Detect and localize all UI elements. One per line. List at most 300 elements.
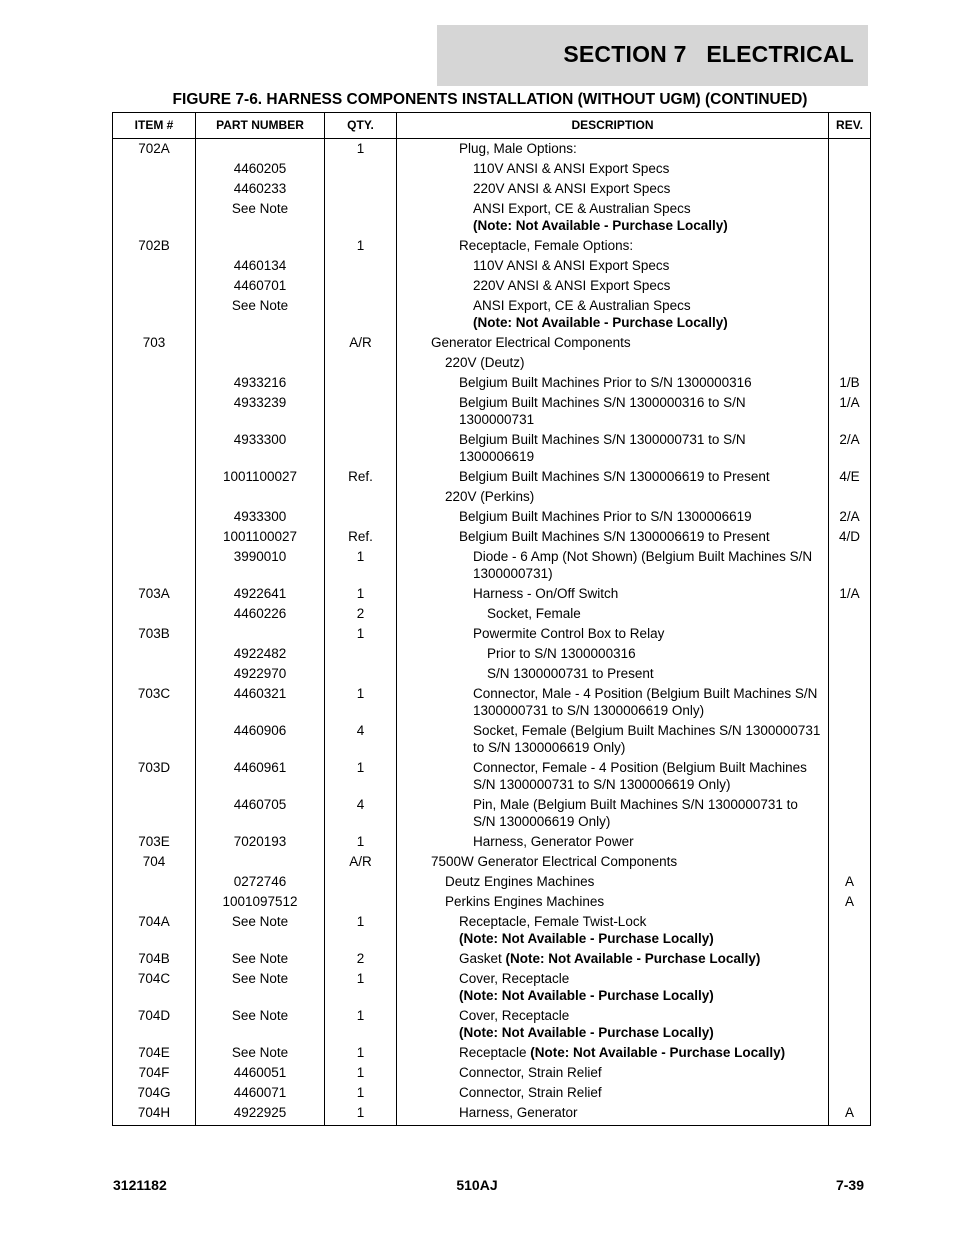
qty-cell	[325, 255, 397, 275]
qty-cell	[325, 486, 397, 506]
part-number-cell: See Note	[196, 1042, 325, 1062]
item-number-cell: 703B	[113, 623, 196, 643]
table-row	[113, 275, 871, 295]
item-number-cell	[113, 603, 196, 623]
section-header-banner	[437, 25, 868, 86]
rev-cell: 2/A	[829, 506, 871, 526]
footer-model: 510AJ	[456, 1177, 498, 1193]
description-text	[473, 200, 822, 217]
qty-cell: 2	[325, 948, 397, 968]
description-main: Plug, Male Options:	[459, 141, 577, 156]
part-number-cell	[196, 235, 325, 255]
part-number-cell: 4460226	[196, 603, 325, 623]
table-row	[113, 352, 871, 372]
qty-cell	[325, 275, 397, 295]
qty-cell	[325, 198, 397, 235]
rev-cell	[829, 603, 871, 623]
part-number-cell: 4460321	[196, 683, 325, 720]
rev-cell	[829, 158, 871, 178]
description-main: Belgium Built Machines S/N 1300000731 to S/N 1300006619	[459, 432, 746, 464]
description-cell	[397, 831, 829, 851]
description-text	[459, 950, 822, 967]
table-row	[113, 295, 871, 332]
description-cell	[397, 583, 829, 603]
table-row	[113, 757, 871, 794]
description-cell	[397, 158, 829, 178]
qty-cell: Ref.	[325, 526, 397, 546]
table-row	[113, 158, 871, 178]
item-number-cell	[113, 295, 196, 332]
description-text	[459, 528, 822, 545]
qty-cell	[325, 871, 397, 891]
description-text	[445, 893, 822, 910]
rev-cell: A	[829, 891, 871, 911]
rev-cell: 4/D	[829, 526, 871, 546]
description-cell	[397, 643, 829, 663]
description-main: Pin, Male (Belgium Built Machines S/N 1300000731 to S/N 1300006619 Only)	[473, 797, 798, 829]
rev-cell: 1/A	[829, 392, 871, 429]
table-row	[113, 720, 871, 757]
part-number-cell: See Note	[196, 948, 325, 968]
part-number-cell: See Note	[196, 295, 325, 332]
part-number-cell: 1001097512	[196, 891, 325, 911]
figure-title: FIGURE 7-6. HARNESS COMPONENTS INSTALLATION (WITHOUT UGM) (CONTINUED)	[172, 91, 808, 108]
qty-cell: 1	[325, 139, 397, 159]
part-number-cell: 4922482	[196, 643, 325, 663]
rev-cell	[829, 546, 871, 583]
rev-cell	[829, 623, 871, 643]
description-cell	[397, 1102, 829, 1126]
description-main: ANSI Export, CE & Australian Specs	[473, 298, 691, 313]
qty-cell: 1	[325, 757, 397, 794]
description-main: Belgium Built Machines Prior to S/N 1300000316	[459, 375, 752, 390]
item-number-cell: 704	[113, 851, 196, 871]
description-main: Belgium Built Machines S/N 1300000316 to S/N 1300000731	[459, 395, 746, 427]
item-number-cell: 704A	[113, 911, 196, 948]
footer-doc-number: 3121182	[113, 1177, 167, 1193]
table-row	[113, 603, 871, 623]
section-title: SECTION 7 ELECTRICAL	[563, 41, 854, 67]
table-row	[113, 663, 871, 683]
item-number-cell	[113, 871, 196, 891]
description-main: Connector, Strain Relief	[459, 1065, 602, 1080]
description-text	[487, 665, 822, 682]
description-main: Prior to S/N 1300000316	[487, 646, 636, 661]
description-cell	[397, 623, 829, 643]
part-number-cell: 4922641	[196, 583, 325, 603]
description-main: Cover, Receptacle	[459, 971, 570, 986]
description-cell	[397, 891, 829, 911]
description-cell	[397, 1042, 829, 1062]
description-text	[473, 548, 822, 582]
description-main: 220V (Perkins)	[445, 489, 535, 504]
rev-cell	[829, 683, 871, 720]
item-number-cell: 704B	[113, 948, 196, 968]
item-number-cell: 702A	[113, 139, 196, 159]
description-main: Belgium Built Machines S/N 1300006619 to Present	[459, 469, 770, 484]
description-text	[473, 160, 822, 177]
description-text	[473, 277, 822, 294]
description-main: Gasket	[459, 951, 506, 966]
qty-cell	[325, 663, 397, 683]
item-number-cell: 704F	[113, 1062, 196, 1082]
description-text	[459, 394, 822, 428]
item-number-cell: 703	[113, 332, 196, 352]
item-number-cell	[113, 158, 196, 178]
table-row	[113, 583, 871, 603]
qty-cell: 2	[325, 603, 397, 623]
description-cell	[397, 1005, 829, 1042]
footer-page-number: 7-39	[835, 1177, 864, 1193]
table-row	[113, 392, 871, 429]
rev-cell	[829, 275, 871, 295]
description-text	[431, 853, 822, 870]
rev-cell: A	[829, 1102, 871, 1126]
table-row	[113, 1102, 871, 1126]
qty-cell	[325, 295, 397, 332]
rev-cell	[829, 831, 871, 851]
table-row	[113, 891, 871, 911]
part-number-cell: 7020193	[196, 831, 325, 851]
item-number-cell	[113, 794, 196, 831]
description-cell	[397, 526, 829, 546]
description-cell	[397, 486, 829, 506]
description-text	[459, 431, 822, 465]
table-row	[113, 968, 871, 1005]
description-cell	[397, 275, 829, 295]
qty-cell: 1	[325, 1042, 397, 1062]
column-header-description: DESCRIPTION	[397, 113, 829, 139]
description-main: Connector, Male - 4 Position (Belgium Built Machines S/N 1300000731 to S/N 1300006619 Only)	[473, 686, 818, 718]
table-row	[113, 235, 871, 255]
part-number-cell	[196, 352, 325, 372]
description-cell	[397, 352, 829, 372]
description-main: Cover, Receptacle	[459, 1008, 570, 1023]
rev-cell	[829, 295, 871, 332]
qty-cell	[325, 891, 397, 911]
description-cell	[397, 372, 829, 392]
description-text	[473, 625, 822, 642]
rev-cell: A	[829, 871, 871, 891]
qty-cell	[325, 372, 397, 392]
description-cell	[397, 546, 829, 583]
qty-cell: 4	[325, 720, 397, 757]
part-number-cell: 4922970	[196, 663, 325, 683]
table-row	[113, 255, 871, 275]
item-number-cell: 703E	[113, 831, 196, 851]
part-number-cell: See Note	[196, 1005, 325, 1042]
description-main: Receptacle, Female Twist-Lock	[459, 914, 647, 929]
description-text	[487, 645, 822, 662]
part-number-cell: 4460071	[196, 1082, 325, 1102]
item-number-cell: 703A	[113, 583, 196, 603]
rev-cell	[829, 663, 871, 683]
description-text	[459, 468, 822, 485]
item-number-cell	[113, 643, 196, 663]
item-number-cell	[113, 486, 196, 506]
description-text	[473, 180, 822, 197]
rev-cell	[829, 948, 871, 968]
description-text	[445, 488, 822, 505]
description-text	[459, 237, 822, 254]
table-row	[113, 831, 871, 851]
qty-cell: 1	[325, 831, 397, 851]
qty-cell	[325, 352, 397, 372]
part-number-cell	[196, 623, 325, 643]
part-number-cell: 4460906	[196, 720, 325, 757]
table-row	[113, 486, 871, 506]
qty-cell	[325, 506, 397, 526]
table-row	[113, 506, 871, 526]
qty-cell: 1	[325, 968, 397, 1005]
item-number-cell	[113, 891, 196, 911]
item-number-cell	[113, 178, 196, 198]
description-text	[473, 833, 822, 850]
description-main: Receptacle, Female Options:	[459, 238, 634, 253]
availability-note: (Note: Not Available - Purchase Locally)	[530, 1045, 786, 1060]
item-number-cell	[113, 466, 196, 486]
qty-cell	[325, 158, 397, 178]
column-header-part-number: PART NUMBER	[196, 113, 325, 139]
description-text	[473, 257, 822, 274]
description-main: 220V ANSI & ANSI Export Specs	[473, 278, 671, 293]
table-row	[113, 871, 871, 891]
description-cell	[397, 948, 829, 968]
description-text	[473, 297, 822, 314]
table-row	[113, 1062, 871, 1082]
description-text	[445, 354, 822, 371]
qty-cell	[325, 643, 397, 663]
item-number-cell	[113, 506, 196, 526]
item-number-cell	[113, 546, 196, 583]
part-number-cell: 4922925	[196, 1102, 325, 1126]
description-cell	[397, 295, 829, 332]
availability-note: (Note: Not Available - Purchase Locally)	[473, 315, 728, 330]
item-number-cell: 704C	[113, 968, 196, 1005]
description-main: Perkins Engines Machines	[445, 894, 605, 909]
column-header-qty: QTY.	[325, 113, 397, 139]
qty-cell: A/R	[325, 851, 397, 871]
description-cell	[397, 332, 829, 352]
qty-cell	[325, 429, 397, 466]
description-main: ANSI Export, CE & Australian Specs	[473, 201, 691, 216]
table-row	[113, 851, 871, 871]
part-number-cell: 4933300	[196, 506, 325, 526]
part-number-cell: 1001100027	[196, 526, 325, 546]
qty-cell: 1	[325, 583, 397, 603]
description-text	[445, 873, 822, 890]
table-row	[113, 332, 871, 352]
rev-cell	[829, 911, 871, 948]
description-cell	[397, 720, 829, 757]
rev-cell: 4/E	[829, 466, 871, 486]
table-row	[113, 526, 871, 546]
description-text	[431, 334, 822, 351]
description-text	[459, 1064, 822, 1081]
description-cell	[397, 871, 829, 891]
rev-cell	[829, 794, 871, 831]
item-number-cell	[113, 275, 196, 295]
description-cell	[397, 255, 829, 275]
description-main: Belgium Built Machines S/N 1300006619 to Present	[459, 529, 770, 544]
part-number-cell: See Note	[196, 968, 325, 1005]
description-text	[487, 605, 822, 622]
description-cell	[397, 506, 829, 526]
description-main: Harness, Generator Power	[473, 834, 634, 849]
description-main: Connector, Strain Relief	[459, 1085, 602, 1100]
item-number-cell	[113, 392, 196, 429]
qty-cell: Ref.	[325, 466, 397, 486]
table-row	[113, 1042, 871, 1062]
rev-cell	[829, 178, 871, 198]
item-number-cell: 704E	[113, 1042, 196, 1062]
description-cell	[397, 911, 829, 948]
description-cell	[397, 757, 829, 794]
table-row	[113, 429, 871, 466]
item-number-cell: 703D	[113, 757, 196, 794]
table-row	[113, 198, 871, 235]
description-main: 220V (Deutz)	[445, 355, 525, 370]
qty-cell: 1	[325, 1062, 397, 1082]
description-main: Receptacle	[459, 1045, 531, 1060]
availability-note: (Note: Not Available - Purchase Locally)	[505, 951, 761, 966]
description-text	[459, 1084, 822, 1101]
availability-note: (Note: Not Available - Purchase Locally)	[459, 931, 714, 946]
rev-cell	[829, 352, 871, 372]
rev-cell: 1/A	[829, 583, 871, 603]
description-cell	[397, 198, 829, 235]
rev-cell	[829, 720, 871, 757]
rev-cell	[829, 235, 871, 255]
item-number-cell	[113, 372, 196, 392]
description-main: Harness, Generator	[459, 1105, 578, 1120]
parts-table	[112, 112, 871, 1126]
description-cell	[397, 851, 829, 871]
description-cell	[397, 663, 829, 683]
description-main: S/N 1300000731 to Present	[487, 666, 654, 681]
qty-cell: 1	[325, 1082, 397, 1102]
part-number-cell: 4460705	[196, 794, 325, 831]
description-main: Socket, Female (Belgium Built Machines S/N 1300000731 to S/N 1300006619 Only)	[473, 723, 821, 755]
availability-note: (Note: Not Available - Purchase Locally)	[459, 988, 714, 1003]
description-main: Deutz Engines Machines	[445, 874, 595, 889]
description-main: 110V ANSI & ANSI Export Specs	[473, 258, 670, 273]
rev-cell	[829, 332, 871, 352]
availability-note: (Note: Not Available - Purchase Locally)	[473, 218, 728, 233]
table-row	[113, 178, 871, 198]
description-main: 110V ANSI & ANSI Export Specs	[473, 161, 670, 176]
rev-cell	[829, 757, 871, 794]
rev-cell	[829, 851, 871, 871]
qty-cell: A/R	[325, 332, 397, 352]
description-main: Connector, Female - 4 Position (Belgium Built Machines S/N 1300000731 to S/N 1300006619 Only)	[473, 760, 807, 792]
part-number-cell: 0272746	[196, 871, 325, 891]
description-cell	[397, 683, 829, 720]
availability-note: (Note: Not Available - Purchase Locally)	[459, 1025, 714, 1040]
part-number-cell: 4460134	[196, 255, 325, 275]
table-row	[113, 623, 871, 643]
part-number-cell: 4933239	[196, 392, 325, 429]
description-cell	[397, 392, 829, 429]
description-main: 220V ANSI & ANSI Export Specs	[473, 181, 671, 196]
description-cell	[397, 968, 829, 1005]
item-number-cell: 704D	[113, 1005, 196, 1042]
table-header-row	[113, 113, 871, 139]
item-number-cell	[113, 663, 196, 683]
part-number-cell: 3990010	[196, 546, 325, 583]
qty-cell: 1	[325, 546, 397, 583]
part-number-cell	[196, 332, 325, 352]
part-number-cell: 4933216	[196, 372, 325, 392]
description-text	[473, 796, 822, 830]
description-cell	[397, 235, 829, 255]
item-number-cell	[113, 526, 196, 546]
description-cell	[397, 139, 829, 159]
part-number-cell: 4460701	[196, 275, 325, 295]
description-cell	[397, 603, 829, 623]
part-number-cell: 4460233	[196, 178, 325, 198]
qty-cell: 1	[325, 683, 397, 720]
item-number-cell	[113, 255, 196, 275]
qty-cell: 1	[325, 1102, 397, 1126]
description-main: Harness - On/Off Switch	[473, 586, 619, 601]
part-number-cell	[196, 486, 325, 506]
description-cell	[397, 178, 829, 198]
rev-cell: 1/B	[829, 372, 871, 392]
rev-cell	[829, 643, 871, 663]
table-row	[113, 546, 871, 583]
part-number-cell: 4933300	[196, 429, 325, 466]
description-cell	[397, 1062, 829, 1082]
qty-cell	[325, 392, 397, 429]
description-text	[459, 1044, 822, 1061]
rev-cell	[829, 198, 871, 235]
rev-cell	[829, 1042, 871, 1062]
part-number-cell	[196, 139, 325, 159]
description-main: Diode - 6 Amp (Not Shown) (Belgium Built Machines S/N 1300000731)	[473, 549, 813, 581]
description-main: Powermite Control Box to Relay	[473, 626, 665, 641]
part-number-cell: See Note	[196, 198, 325, 235]
rev-cell	[829, 486, 871, 506]
description-text	[473, 759, 822, 793]
qty-cell: 1	[325, 1005, 397, 1042]
description-text	[459, 508, 822, 525]
item-number-cell	[113, 198, 196, 235]
item-number-cell: 703C	[113, 683, 196, 720]
qty-cell: 1	[325, 235, 397, 255]
table-row	[113, 466, 871, 486]
column-header-item: ITEM #	[113, 113, 196, 139]
part-number-cell: See Note	[196, 911, 325, 948]
qty-cell: 4	[325, 794, 397, 831]
column-header-rev: REV.	[829, 113, 871, 139]
description-text	[473, 585, 822, 602]
description-text	[459, 913, 822, 930]
description-text	[459, 1104, 822, 1121]
item-number-cell: 704G	[113, 1082, 196, 1102]
description-cell	[397, 1082, 829, 1102]
part-number-cell: 4460205	[196, 158, 325, 178]
item-number-cell: 704H	[113, 1102, 196, 1126]
rev-cell: 2/A	[829, 429, 871, 466]
item-number-cell	[113, 720, 196, 757]
table-row	[113, 1005, 871, 1042]
description-main: 7500W Generator Electrical Components	[431, 854, 678, 869]
description-main: Generator Electrical Components	[431, 335, 631, 350]
table-row	[113, 794, 871, 831]
table-row	[113, 683, 871, 720]
rev-cell	[829, 139, 871, 159]
